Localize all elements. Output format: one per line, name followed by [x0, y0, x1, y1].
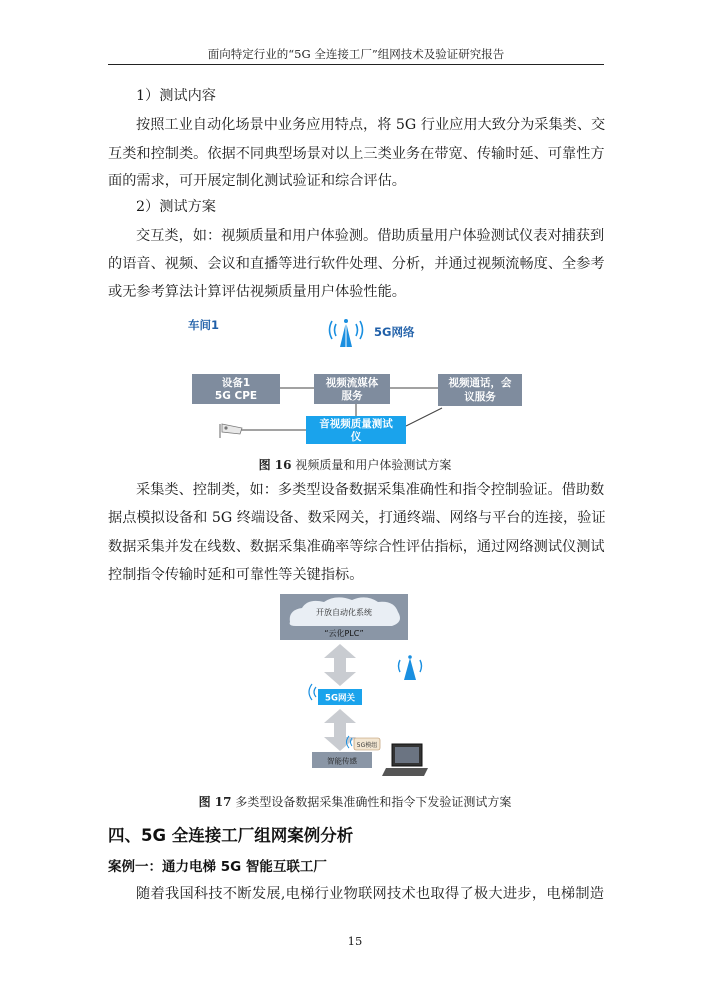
- page-number: 15: [347, 934, 363, 948]
- paragraph-line: 按照工业自动化场景中业务应用特点，将 5G 行业应用大致分为采集类、交: [136, 117, 606, 133]
- device-box-line1: 设备1: [221, 377, 251, 389]
- laptop-icon: [382, 744, 428, 776]
- caption-text: 多类型设备数据采集准确性和指令下发验证测试方案: [235, 795, 512, 809]
- figure-16-caption: [0, 456, 710, 473]
- gateway-signal-icon: [309, 684, 316, 700]
- test-plan-heading: 2）测试方案: [136, 199, 216, 215]
- call-box-line2: 议服务: [464, 391, 496, 403]
- sensor-label: 智能传感: [327, 756, 357, 766]
- network-label: 5G网络: [374, 325, 415, 339]
- paragraph-line: 采集类、控制类，如：多类型设备数据采集准确性和指令控制验证。借助数: [136, 482, 605, 498]
- module-label: 5G模组: [356, 742, 378, 749]
- paragraph-line: 据点模拟设备和 5G 终端设备、数采网关，打通终端、网络与平台的连接，验证: [108, 510, 606, 526]
- figure-17-diagram: [278, 592, 440, 784]
- figure-17-caption: [0, 793, 710, 810]
- cloud-label: 开放自动化系统: [316, 608, 372, 617]
- header-rule: [108, 64, 604, 65]
- tower-icon: [399, 655, 422, 680]
- test-content-heading: 1）测试内容: [136, 88, 216, 104]
- camera-icon: [220, 424, 242, 438]
- paragraph-line: 面的需求，可开展定制化测试验证和综合评估。: [108, 173, 406, 189]
- caption-number: 图 16: [258, 458, 292, 472]
- connector-line: [406, 408, 442, 426]
- device-box-line2: 5G CPE: [214, 390, 258, 402]
- stream-box-line2: 服务: [341, 390, 363, 402]
- double-arrow-icon: [324, 644, 356, 686]
- figure-17-svg: [278, 592, 440, 784]
- gateway-label: 5G网关: [325, 693, 355, 704]
- paragraph-line: 数据采集并发在线数、数据采集准确率等综合性评估指标，通过网络测试仪测试: [108, 539, 605, 555]
- tester-box-line2: 仪: [350, 431, 362, 443]
- figure-16-svg: [180, 312, 530, 448]
- caption-number: 图 17: [198, 795, 232, 809]
- paragraph-line: 交互类，如：视频质量和用户体验测。借助质量用户体验测试仪表对捕获到: [136, 228, 605, 244]
- call-box-line1: 视频通话，会: [448, 377, 512, 389]
- header-title: 面向特定行业的“5G 全连接工厂”组网技术及验证研究报告: [207, 47, 505, 61]
- workshop-label: 车间1: [188, 318, 220, 332]
- paragraph-line: 的语音、视频、会议和直播等进行软件处理、分析，并通过视频流畅度、全参考: [108, 256, 605, 272]
- paragraph-line: 或无参考算法计算评估视频质量用户体验性能。: [108, 284, 406, 300]
- tower-icon: [330, 319, 363, 347]
- section-heading: 四、5G 全连接工厂组网案例分析: [108, 826, 354, 845]
- caption-text: 视频质量和用户体验测试方案: [295, 458, 452, 472]
- tester-box-line1: 音视频质量测试: [319, 418, 393, 430]
- stream-box-line1: 视频流媒体: [325, 377, 379, 389]
- figure-16-diagram: [180, 312, 530, 448]
- case-heading: 案例一：通力电梯 5G 智能互联工厂: [108, 859, 327, 875]
- paragraph-line: 随着我国科技不断发展,电梯行业物联网技术也取得了极大进步，电梯制造: [136, 886, 604, 902]
- plc-label: “云化PLC”: [324, 629, 364, 638]
- paragraph-line: 控制指令传输时延和可靠性等关键指标。: [108, 567, 364, 583]
- paragraph-line: 互类和控制类。依据不同典型场景对以上三类业务在带宽、传输时延、可靠性方: [108, 146, 605, 162]
